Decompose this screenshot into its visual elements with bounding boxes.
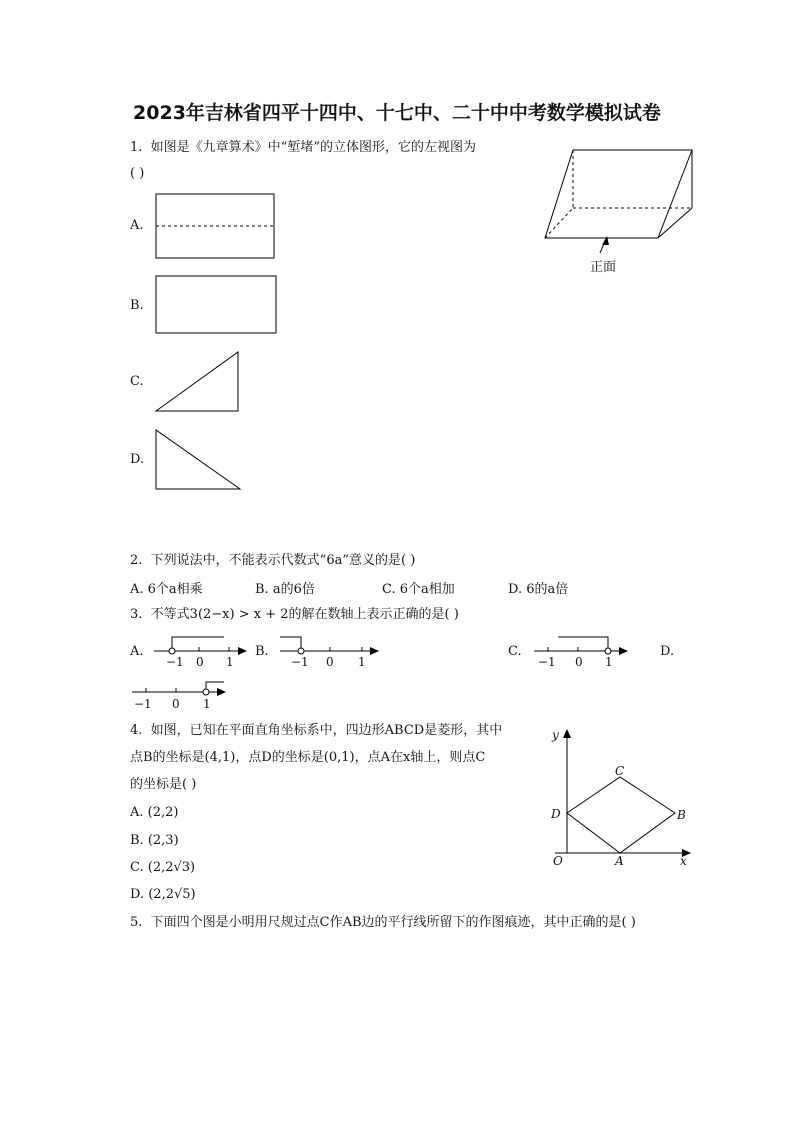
answer-paren: ( ): [130, 166, 145, 181]
question-5: [130, 914, 636, 932]
point-label-c: C: [615, 764, 625, 778]
tick-label: 0: [172, 697, 180, 711]
point-label-b: B: [677, 808, 686, 822]
option-b-figure: [155, 275, 279, 337]
q1-solid-figure: [540, 145, 700, 280]
question-text: 如图，已知在平面直角坐标系中，四边形ABCD是菱形，其中: [150, 723, 503, 738]
q2-option-d[interactable]: D. 6的a倍: [508, 582, 569, 597]
tick-label: 1: [226, 655, 234, 669]
q3-option-d[interactable]: D.: [660, 644, 675, 659]
q4-option-b[interactable]: B. (2,3): [130, 833, 179, 848]
question-text: 如图是《九章算术》中“堑堵”的立体图形，它的左视图为: [150, 140, 476, 155]
q3-option-b[interactable]: B.: [255, 644, 269, 659]
question-number: 4.: [130, 723, 143, 738]
question-1: [130, 139, 476, 157]
q2-option-c[interactable]: C. 6个a相加: [382, 582, 455, 597]
question-text: 下列说法中，不能表示代数式“6a”意义的是( ): [150, 553, 416, 568]
option-a[interactable]: A.: [130, 218, 144, 233]
number-line-b: [278, 635, 382, 669]
q2-option-a[interactable]: A. 6个a相乘: [130, 582, 203, 597]
axis-label-y: y: [552, 728, 559, 742]
question-2: [130, 552, 415, 570]
option-a-figure: [155, 193, 277, 261]
point-label-d: D: [551, 807, 561, 821]
question-text: 下面四个图是小明用尺规过点C作AB边的平行线所留下的作图痕迹，其中正确的是( ): [150, 915, 636, 930]
tick-label: 1: [605, 655, 613, 669]
tick-label: 0: [575, 655, 583, 669]
question-number: 3.: [130, 607, 143, 622]
question-4-line-1: [130, 722, 502, 740]
axis-label-x: x: [680, 854, 687, 868]
tick-label: −1: [134, 697, 152, 711]
tick-label: −1: [166, 655, 184, 669]
question-4-line-2: 点B的坐标是(4,1)，点D的坐标是(0,1)，点A在x轴上，则点C: [130, 750, 486, 765]
question-3: [130, 606, 459, 624]
option-b[interactable]: B.: [130, 298, 144, 313]
option-d[interactable]: D.: [130, 452, 145, 467]
tick-label: −1: [538, 655, 556, 669]
page-title: 2023年吉林省四平十四中、十七中、二十中中考数学模拟试卷: [133, 102, 661, 124]
q4-option-d[interactable]: D. (2,2√5): [130, 887, 196, 902]
origin-label: O: [553, 854, 563, 868]
tick-label: −1: [291, 655, 309, 669]
question-4-line-3: 的坐标是( ): [130, 777, 197, 792]
q4-option-c[interactable]: C. (2,2√3): [130, 860, 196, 875]
question-number: 1.: [130, 140, 143, 155]
option-c-figure: [155, 351, 243, 415]
q3-option-c[interactable]: C.: [508, 644, 522, 659]
question-text: 不等式3(2−x) > x + 2的解在数轴上表示正确的是( ): [150, 607, 459, 622]
q4-rhombus-figure: [545, 725, 695, 870]
point-label-a: A: [615, 854, 624, 868]
tick-label: 0: [326, 655, 334, 669]
number-line-c: [532, 635, 630, 669]
q4-option-a[interactable]: A. (2,2): [130, 805, 179, 820]
question-number: 2.: [130, 553, 143, 568]
front-label: 正面: [590, 260, 617, 275]
option-c[interactable]: C.: [130, 374, 144, 389]
question-number: 5.: [130, 915, 143, 930]
tick-label: 1: [203, 697, 211, 711]
number-line-a: [152, 635, 248, 669]
q2-option-b[interactable]: B. a的6倍: [255, 582, 315, 597]
option-d-figure: [155, 429, 245, 493]
tick-label: 0: [196, 655, 204, 669]
q3-option-a[interactable]: A.: [130, 644, 144, 659]
number-line-d: [130, 680, 230, 714]
tick-label: 1: [358, 655, 366, 669]
